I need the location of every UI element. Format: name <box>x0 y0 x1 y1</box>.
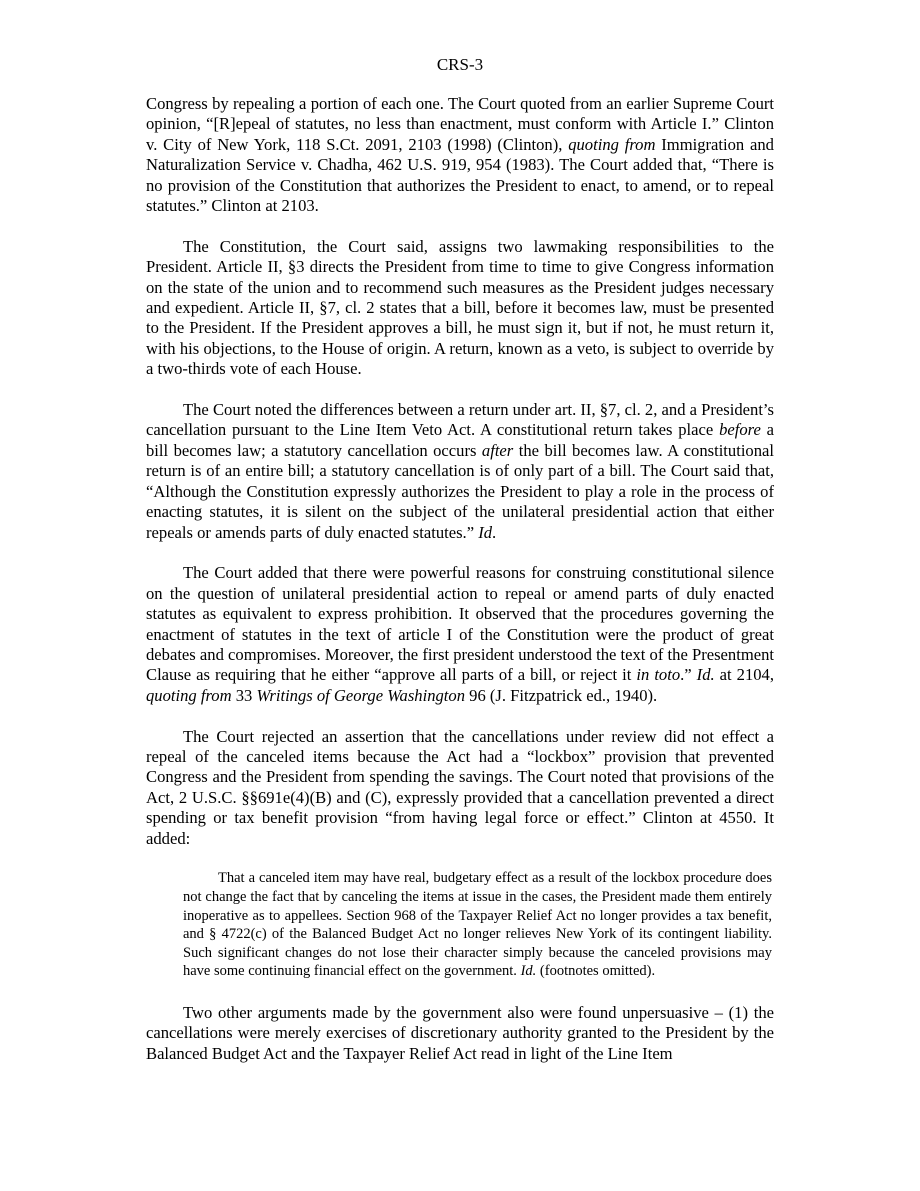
paragraph-1: Congress by repealing a portion of each one. The Court quoted from an earlier Supreme Court opinion, “[R]epeal of statutes, no less than enactment, must conform with Article I.” Clinton v. City of New York, 118 S.Ct. 2091, 2103 (1998) (Clinton), quoting from Immigration and Naturalization Service v. Chadha, 462 U.S. 919, 954 (1983). The Court added that, “There is no provision of the Constitution that authorizes the President to enact, to amend, or to repeal statutes.” Clinton at 2103. <box>146 94 774 216</box>
paragraph-5: The Court rejected an assertion that the cancellations under review did not effect a repeal of the canceled items because the Act had a “lockbox” provision that prevented Congress and the President from spending the savings. The Court noted that provisions of the Act, 2 U.S.C. §§691e(4)(B) and (C), expressly provided that a cancellation prevented a direct spending or tax benefit provision “from having legal force or effect.” Clinton at 4550. It added: <box>146 726 774 848</box>
paragraph-4: The Court added that there were powerful reasons for construing constitutional silence on the question of unilateral presidential action to repeal or amend parts of duly enacted statutes as equivalent to express prohibition. It observed that the procedures governing the enactment of statutes in the text of article I of the Constitution were the product of great debates and compromises. Moreover, the first president understood the text of the Presentment Clause as requiring that he either “approve all parts of a bill, or reject it in toto.” Id. at 2104, quoting from 33 Writings of George Washington 96 (J. Fitzpatrick ed., 1940). <box>146 563 775 705</box>
paragraph-3: The Court noted the differences between a return under art. II, §7, cl. 2, and a President’s cancellation pursuant to the Line Item Veto Act. A constitutional return takes place before a bill becomes law; a statutory cancellation occurs after the bill becomes law. A constitutional return is of an entire bill; a statutory cancellation is of only part of a bill. The Court said that, “Although the Constitution expressly authorizes the President to play a role in the process of enacting statutes, it is silent on the subject of the unilateral presidential action that either repeals or amends parts of duly enacted statutes.” Id. <box>146 400 774 542</box>
paragraph-2: The Constitution, the Court said, assigns two lawmaking responsibilities to the President. Article II, §3 directs the President from time to time to give Congress information on the state of the union and to recommend such measures as the President judges necessary and expedient. Article II, §7, cl. 2 states that a bill, before it becomes law, must be presented to the President. If the President approves a bill, he must sign it, but if not, he must return it, with his objections, to the House of origin. A return, known as a veto, is subject to override by a two-thirds vote of each House. <box>146 236 774 379</box>
paragraph-6: Two other arguments made by the government also were found unpersuasive – (1) the cancellations were merely exercises of discretionary authority granted to the President by the Balanced Budget Act and the Taxpayer Relief Act read in light of the Line Item <box>146 1002 774 1063</box>
page-number-header: CRS-3 <box>436 55 484 74</box>
document-body <box>146 94 774 1085</box>
block-quote: That a canceled item may have real, budgetary effect as a result of the lockbox procedure does not change the fact that by canceling the items at issue in the cases, the President made them entirely inoperative as to appellees. Section 968 of the Taxpayer Relief Act no longer provides a tax benefit, and § 4722(c) of the Balanced Budget Act no longer relieves New York of its contingent liability. Such significant changes do not lose their character simply because the canceled provisions may have some continuing financial effect on the government. Id. (footnotes omitted). <box>183 870 772 980</box>
